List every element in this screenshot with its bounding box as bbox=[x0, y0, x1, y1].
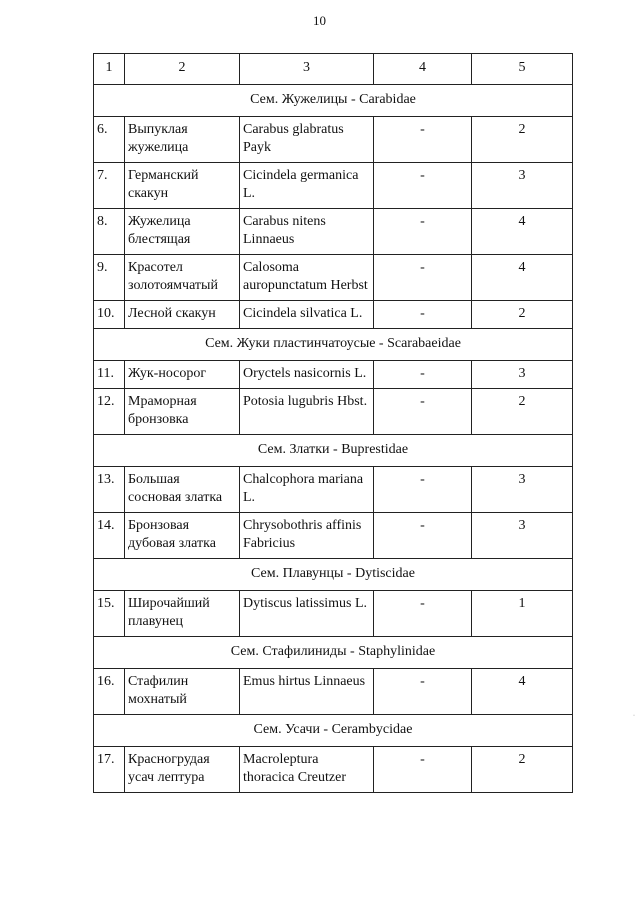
column-5-value: 2 bbox=[472, 117, 573, 163]
column-5-value: 4 bbox=[472, 255, 573, 301]
column-4-value: - bbox=[374, 255, 472, 301]
latin-name: Chrysobothris affinis Fabricius bbox=[240, 513, 374, 559]
latin-name: Macroleptura thoracica Creutzer bbox=[240, 747, 374, 793]
family-row bbox=[94, 85, 573, 117]
table-row bbox=[94, 467, 573, 513]
row-number: 11. bbox=[94, 361, 125, 389]
species-table bbox=[93, 53, 573, 793]
table-body bbox=[94, 54, 573, 793]
column-5-value: 1 bbox=[472, 591, 573, 637]
column-4-value: - bbox=[374, 467, 472, 513]
row-number: 6. bbox=[94, 117, 125, 163]
column-4-value: - bbox=[374, 301, 472, 329]
table-row bbox=[94, 255, 573, 301]
column-4-value: - bbox=[374, 361, 472, 389]
family-heading: Сем. Жужелицы - Carabidae bbox=[94, 85, 573, 117]
family-row bbox=[94, 559, 573, 591]
table-row bbox=[94, 117, 573, 163]
column-4-value: - bbox=[374, 513, 472, 559]
common-name: Широчайший плавунец bbox=[125, 591, 240, 637]
latin-name: Cicindela germanica L. bbox=[240, 163, 374, 209]
common-name: Выпуклая жужелица bbox=[125, 117, 240, 163]
column-4-value: - bbox=[374, 117, 472, 163]
common-name: Жужелица блестящая bbox=[125, 209, 240, 255]
page-number: 10 bbox=[313, 13, 326, 28]
row-number: 7. bbox=[94, 163, 125, 209]
common-name: Лесной скакун bbox=[125, 301, 240, 329]
family-heading: Сем. Жуки пластинчатоусые - Scarabaeidae bbox=[94, 329, 573, 361]
column-header-3: 3 bbox=[240, 54, 374, 85]
column-5-value: 4 bbox=[472, 669, 573, 715]
family-heading: Сем. Плавунцы - Dytiscidae bbox=[94, 559, 573, 591]
row-number: 15. bbox=[94, 591, 125, 637]
column-5-value: 2 bbox=[472, 747, 573, 793]
table-row bbox=[94, 389, 573, 435]
column-5-value: 3 bbox=[472, 163, 573, 209]
column-4-value: - bbox=[374, 747, 472, 793]
common-name: Стафилин мохнатый bbox=[125, 669, 240, 715]
column-5-value: 3 bbox=[472, 513, 573, 559]
column-5-value: 2 bbox=[472, 301, 573, 329]
latin-name: Calosoma auropunctatum Herbst bbox=[240, 255, 374, 301]
family-heading: Сем. Стафилиниды - Staphylinidae bbox=[94, 637, 573, 669]
family-row bbox=[94, 329, 573, 361]
column-header-4: 4 bbox=[374, 54, 472, 85]
table-row bbox=[94, 301, 573, 329]
column-header-2: 2 bbox=[125, 54, 240, 85]
row-number: 12. bbox=[94, 389, 125, 435]
table-row bbox=[94, 591, 573, 637]
table-row bbox=[94, 209, 573, 255]
row-number: 16. bbox=[94, 669, 125, 715]
latin-name: Chalcophora mariana L. bbox=[240, 467, 374, 513]
family-row bbox=[94, 637, 573, 669]
latin-name: Emus hirtus Linnaeus bbox=[240, 669, 374, 715]
column-4-value: - bbox=[374, 591, 472, 637]
margin-mark: · bbox=[633, 713, 635, 719]
common-name: Большая сосновая златка bbox=[125, 467, 240, 513]
row-number: 8. bbox=[94, 209, 125, 255]
latin-name: Carabus glabratus Payk bbox=[240, 117, 374, 163]
column-5-value: 3 bbox=[472, 467, 573, 513]
family-heading: Сем. Усачи - Cerambycidae bbox=[94, 715, 573, 747]
latin-name: Dytiscus latissimus L. bbox=[240, 591, 374, 637]
column-header-5: 5 bbox=[472, 54, 573, 85]
family-heading: Сем. Златки - Buprestidae bbox=[94, 435, 573, 467]
row-number: 9. bbox=[94, 255, 125, 301]
latin-name: Oryctels nasicornis L. bbox=[240, 361, 374, 389]
common-name: Мраморная бронзовка bbox=[125, 389, 240, 435]
common-name: Бронзовая дубовая златка bbox=[125, 513, 240, 559]
table-row bbox=[94, 747, 573, 793]
row-number: 13. bbox=[94, 467, 125, 513]
column-5-value: 4 bbox=[472, 209, 573, 255]
column-4-value: - bbox=[374, 163, 472, 209]
family-row bbox=[94, 435, 573, 467]
table-row bbox=[94, 513, 573, 559]
common-name: Красногрудая усач лептура bbox=[125, 747, 240, 793]
common-name: Жук-носорог bbox=[125, 361, 240, 389]
common-name: Красотел золотоямчатый bbox=[125, 255, 240, 301]
table-row bbox=[94, 361, 573, 389]
common-name: Германский скакун bbox=[125, 163, 240, 209]
column-5-value: 3 bbox=[472, 361, 573, 389]
table-row bbox=[94, 669, 573, 715]
column-header-1: 1 bbox=[94, 54, 125, 85]
latin-name: Carabus nitens Linnaeus bbox=[240, 209, 374, 255]
row-number: 10. bbox=[94, 301, 125, 329]
column-4-value: - bbox=[374, 209, 472, 255]
column-5-value: 2 bbox=[472, 389, 573, 435]
column-4-value: - bbox=[374, 389, 472, 435]
family-row bbox=[94, 715, 573, 747]
row-number: 14. bbox=[94, 513, 125, 559]
latin-name: Potosia lugubris Hbst. bbox=[240, 389, 374, 435]
column-4-value: - bbox=[374, 669, 472, 715]
latin-name: Cicindela silvatica L. bbox=[240, 301, 374, 329]
table-row bbox=[94, 163, 573, 209]
table-header-row bbox=[94, 54, 573, 85]
row-number: 17. bbox=[94, 747, 125, 793]
